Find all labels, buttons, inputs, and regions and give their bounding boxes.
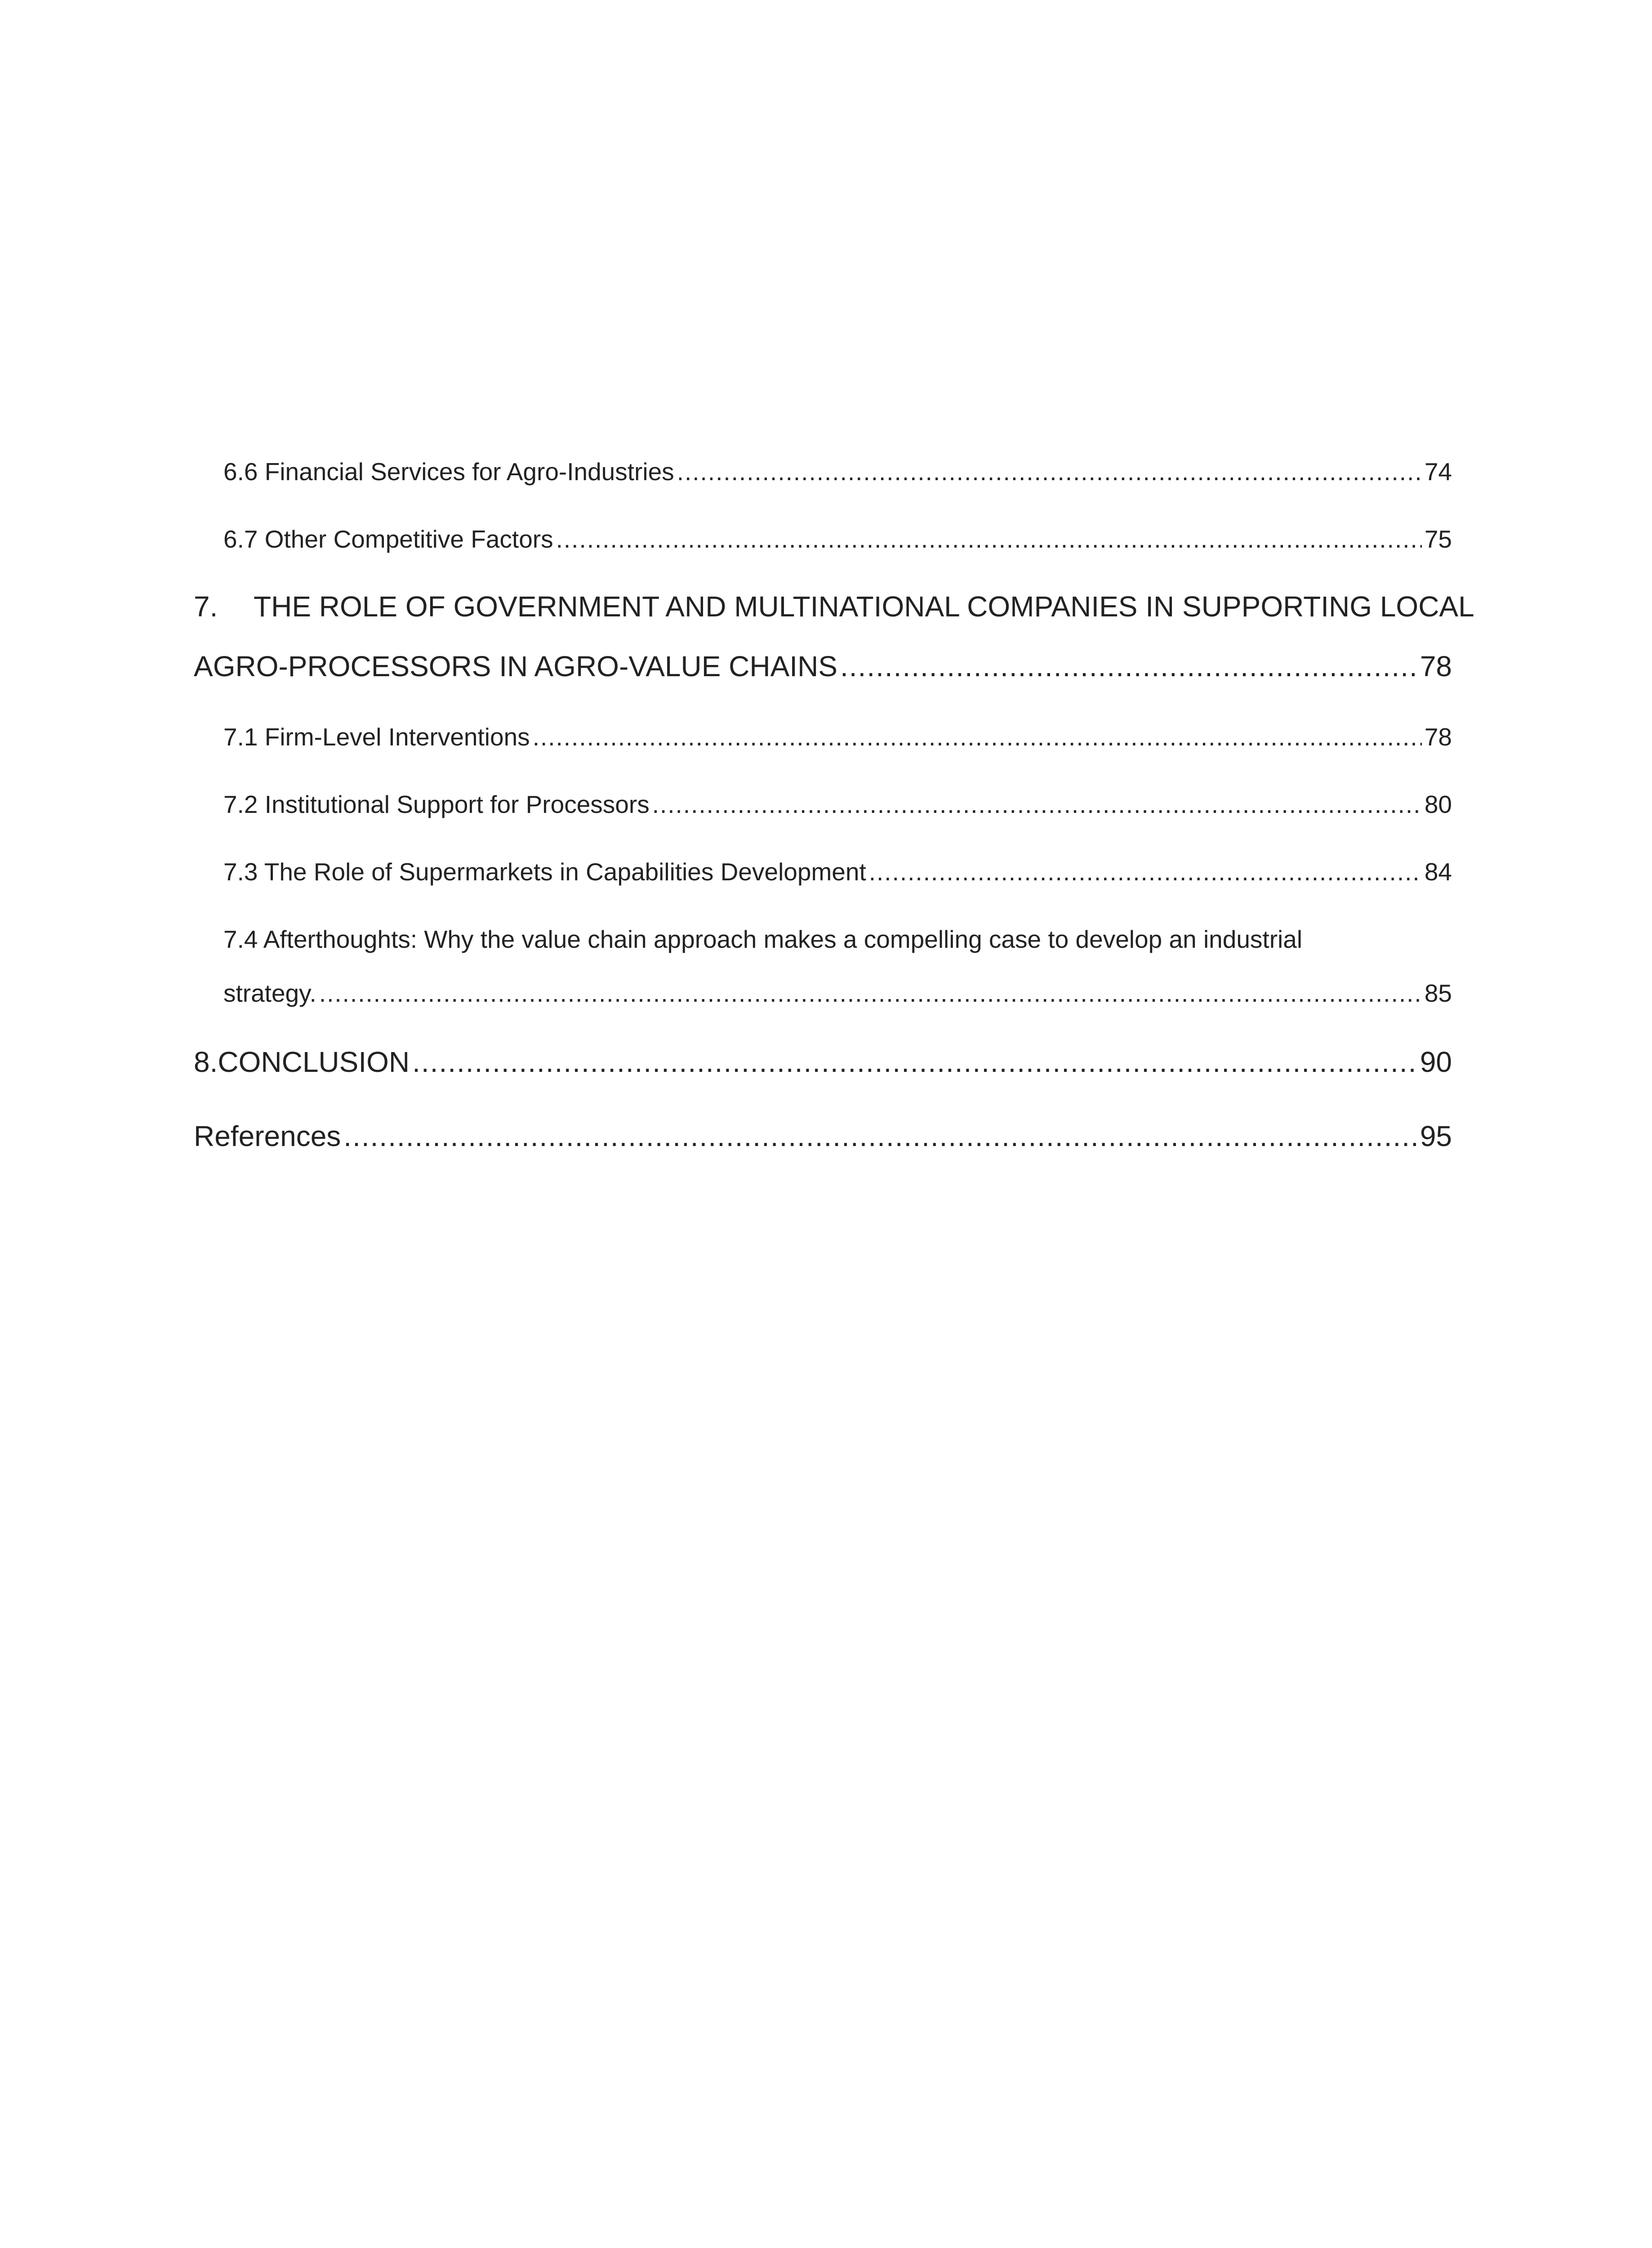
toc-entry-7-3[interactable]	[223, 857, 1452, 886]
toc-references[interactable]	[194, 1120, 1452, 1153]
toc-page-number: 78	[1420, 650, 1452, 682]
toc-entry-7-4[interactable]	[223, 979, 1452, 1008]
toc-chapter-8[interactable]	[194, 1045, 1452, 1079]
toc-entry-label-line-2: strategy.	[223, 979, 316, 1007]
dot-leader	[869, 857, 1422, 886]
toc-entry-label: 7.1 Firm-Level Interventions	[223, 723, 530, 751]
toc-chapter-7[interactable]	[194, 650, 1452, 683]
dot-leader	[533, 723, 1422, 751]
toc-entry-label: 6.7 Other Competitive Factors	[223, 525, 553, 553]
toc-entry-label-line-1: 7.4 Afterthoughts: Why the value chain approach makes a compelling case to develop an industrial	[223, 925, 1303, 953]
dot-leader	[343, 1120, 1417, 1153]
toc-page-number: 90	[1420, 1046, 1452, 1078]
toc-chapter-title-line-1: THE ROLE OF GOVERNMENT AND MULTINATIONAL COMPANIES IN SUPPORTING LOCAL	[254, 590, 1474, 623]
dot-leader	[652, 790, 1422, 819]
dot-leader	[840, 650, 1417, 683]
toc-entry-label: 6.6 Financial Services for Agro-Industries	[223, 458, 674, 486]
toc-page-number: 75	[1424, 525, 1452, 553]
toc-page-number: 78	[1424, 723, 1452, 751]
toc-entry-label: 7.3 The Role of Supermarkets in Capabilities Development	[223, 858, 866, 886]
toc-references-label: References	[194, 1120, 341, 1152]
dot-leader	[412, 1045, 1417, 1079]
toc-page-number: 95	[1420, 1120, 1452, 1152]
dot-leader	[677, 457, 1422, 486]
dot-leader	[556, 525, 1422, 553]
toc-chapter-title: CONCLUSION	[218, 1046, 410, 1078]
toc-entry-7-1[interactable]	[223, 723, 1452, 751]
toc-chapter-number: 7.	[194, 590, 218, 623]
toc-entry-6-6[interactable]	[223, 457, 1452, 486]
toc-chapter-number: 8.	[194, 1046, 218, 1078]
toc-page-number: 74	[1424, 458, 1452, 486]
toc-entry-7-2[interactable]	[223, 790, 1452, 819]
dot-leader	[319, 979, 1422, 1008]
toc-chapter-7-heading-line[interactable]	[194, 590, 1474, 623]
toc-entry-6-7[interactable]	[223, 525, 1452, 553]
toc-entry-label: 7.2 Institutional Support for Processors	[223, 790, 650, 818]
toc-page-number: 85	[1424, 979, 1452, 1007]
toc-chapter-title-line-2: AGRO-PROCESSORS IN AGRO-VALUE CHAINS	[194, 650, 837, 682]
toc-entry-7-4-first-line[interactable]	[223, 925, 1452, 954]
toc-page-number: 80	[1424, 790, 1452, 818]
toc-page-number: 84	[1424, 858, 1452, 886]
